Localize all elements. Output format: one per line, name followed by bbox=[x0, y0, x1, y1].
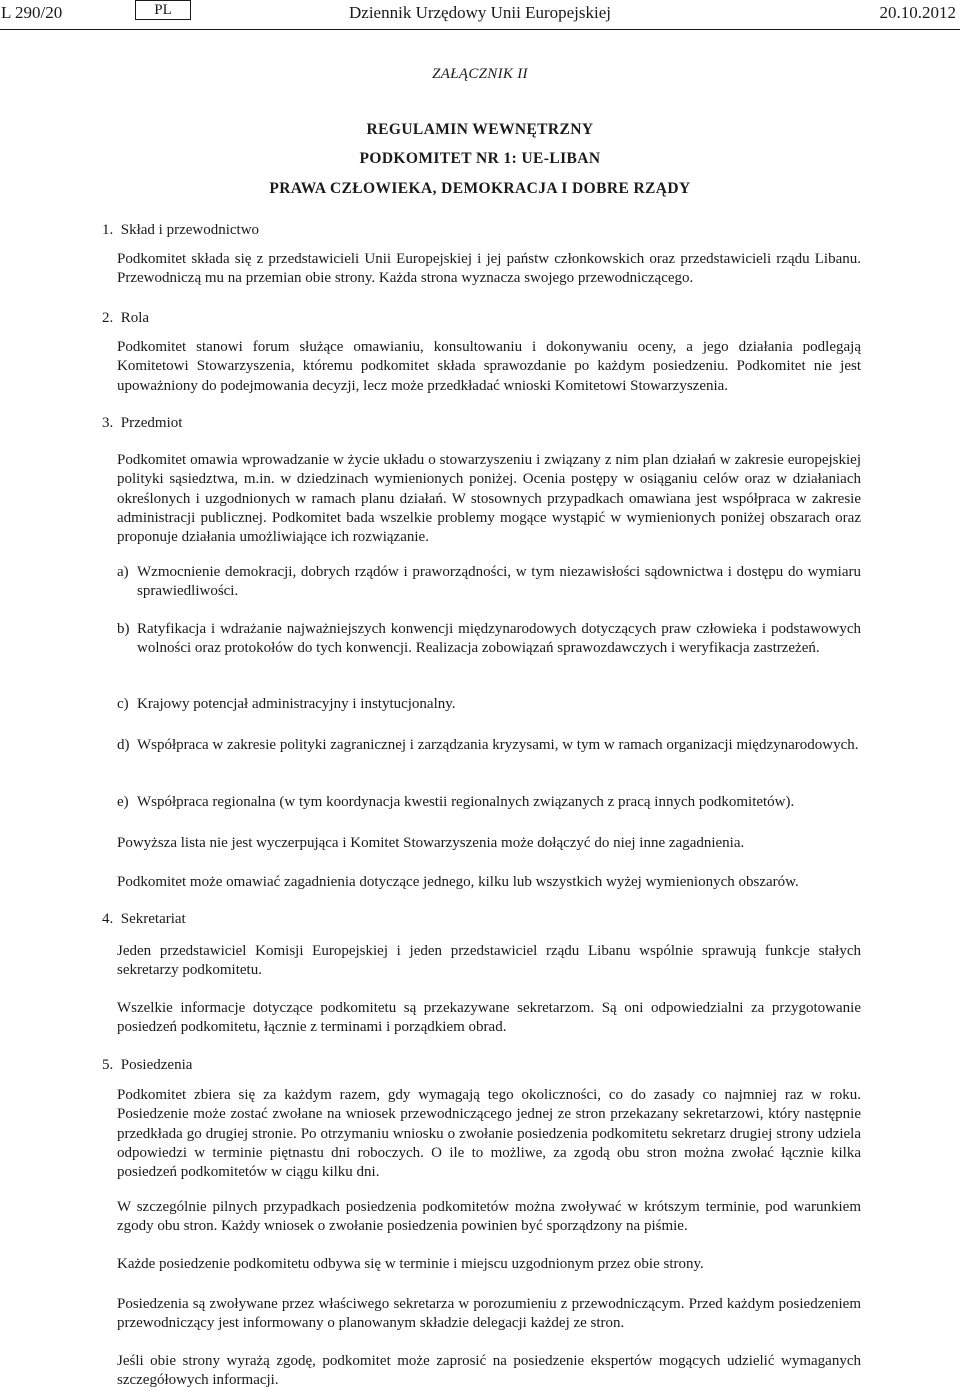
section-heading bbox=[102, 310, 149, 327]
paragraph: Każde posiedzenie podkomitetu odbywa się w terminie i miejscu uzgodnionym przez obie strony. bbox=[117, 1256, 704, 1272]
paragraph: Podkomitet omawia wprowadzanie w życie układu o stowarzyszeniu i związany z nim plan działań w zakresie europejskiej polityki sąsiedztwa, m.in. w dziedzinach wymienionych poniżej. Ocenia postępy w osiąganiu celów oraz w działaniach określonych i uzgodnionych w ramach planu działań. W stosownych przypadkach omawiana jest współpraca w zakresie administracji publicznej. Podkomitet bada wszelkie problemy mogące wystąpić w wymienionych poniżej obszarach oraz proponuje działania umożliwiające ich rozwiązanie. bbox=[117, 452, 861, 546]
section-title: Rola bbox=[120, 310, 150, 326]
paragraph: W szczególnie pilnych przypadkach posiedzenia podkomitetów można zwoływać w krótszym terminie, pod warunkiem zgody obu stron. Każdy wniosek o zwołanie posiedzenia powinien być sporządzony na piśmie. bbox=[117, 1199, 861, 1235]
page-reference: L 290/20 bbox=[1, 3, 63, 22]
list-marker: a) bbox=[117, 564, 129, 580]
publication-date: 20.10.2012 bbox=[879, 3, 956, 22]
list-item bbox=[117, 563, 861, 602]
paragraph: Podkomitet stanowi forum służące omawianiu, konsultowaniu i dokonywaniu oceny, a jego działania podlegają Komitetowi Stowarzyszenia, któremu podkomitet składa sprawozdanie po każdym posiedzeniu. Podkomitet nie jest upoważniony do podejmowania decyzji, lecz może przedkładać wnioski Komitetowi Stowarzyszenia. bbox=[117, 339, 861, 394]
paragraph: Wszelkie informacje dotyczące podkomitetu są przekazywane sekretarzom. Są oni odpowiedzialni za przygotowanie posiedzeń podkomitetu, łącznie z terminami i porządkiem obrad. bbox=[117, 1000, 861, 1036]
section-number: 4. bbox=[102, 911, 114, 927]
list-marker: d) bbox=[117, 737, 130, 753]
list-text: Krajowy potencjał administracyjny i instytucjonalny. bbox=[137, 696, 456, 712]
list-item bbox=[117, 695, 861, 714]
section-title: Posiedzenia bbox=[120, 1057, 193, 1073]
document-subtitle: PODKOMITET NR 1: UE-LIBAN bbox=[359, 150, 601, 167]
annex-title: ZAŁĄCZNIK II bbox=[432, 66, 528, 82]
paragraph: Jeden przedstawiciel Komisji Europejskiej i jeden przedstawiciel rządu Libanu wspólnie sprawują funkcje stałych sekretarzy podkomitetu. bbox=[117, 943, 861, 979]
section-number: 5. bbox=[102, 1057, 114, 1073]
section-heading bbox=[102, 222, 259, 239]
list-marker: c) bbox=[117, 696, 129, 712]
list-marker: b) bbox=[117, 621, 130, 637]
paragraph: Podkomitet zbiera się za każdym razem, gdy wymagają tego okoliczności, co do zasady co najmniej raz w roku. Posiedzenie może zostać zwołane na wniosek przewodniczącego jednej ze stron przekazany sekretarzowi, który następnie przedkłada go drugiej stronie. Po otrzymaniu wniosku o zwołanie posiedzenia podkomitetu sekretarz drugiej strony udziela odpowiedzi w terminie piętnastu dni roboczych. O ile to możliwe, za zgodą obu stron można zwołać łącznie kilka posiedzeń podkomitetów w ciągu kilku dni. bbox=[117, 1087, 861, 1181]
header-divider bbox=[0, 29, 960, 30]
journal-title: Dziennik Urzędowy Unii Europejskiej bbox=[349, 3, 612, 22]
section-heading bbox=[102, 1057, 192, 1074]
paragraph: Podkomitet składa się z przedstawicieli Unii Europejskiej i jej państw członkowskich oraz przedstawicieli rządu Libanu. Przewodniczą mu na przemian obie strony. Każda strona wyznacza swojego przewodniczącego. bbox=[117, 251, 861, 287]
section-title: Skład i przewodnictwo bbox=[120, 222, 260, 238]
section-heading bbox=[102, 911, 186, 928]
paragraph: Jeśli obie strony wyrażą zgodę, podkomitet może zaprosić na posiedzenie ekspertów mogących udzielić wymaganych szczegółowych informacji. bbox=[117, 1353, 861, 1389]
list-text: Współpraca w zakresie polityki zagranicznej i zarządzania kryzysami, w tym w ramach organizacji międzynarodowych. bbox=[137, 737, 859, 753]
section-title: Sekretariat bbox=[120, 911, 186, 927]
list-item bbox=[117, 620, 861, 659]
paragraph: Podkomitet może omawiać zagadnienia dotyczące jednego, kilku lub wszystkich wyżej wymienionych obszarów. bbox=[117, 874, 799, 890]
page-header bbox=[0, 0, 960, 30]
document-subject: PRAWA CZŁOWIEKA, DEMOKRACJA I DOBRE RZĄDY bbox=[269, 180, 691, 197]
section-number: 1. bbox=[102, 222, 114, 238]
language-code-box: PL bbox=[135, 0, 191, 20]
section-number: 2. bbox=[102, 310, 114, 326]
list-text: Wzmocnienie demokracji, dobrych rządów i praworządności, w tym niezawisłości sądownictwa i dostępu do wymiaru sprawiedliwości. bbox=[137, 564, 861, 600]
list-text: Ratyfikacja i wdrażanie najważniejszych konwencji międzynarodowych dotyczących praw człowieka i podstawowych wolności oraz protokołów do tych konwencji. Realizacja zobowiązań sprawozdawczych i weryfikacja zastrzeżeń. bbox=[137, 621, 861, 657]
document-title: REGULAMIN WEWNĘTRZNY bbox=[366, 121, 594, 138]
section-heading bbox=[102, 415, 182, 432]
section-title: Przedmiot bbox=[120, 415, 183, 431]
list-item bbox=[117, 736, 861, 755]
list-item bbox=[117, 793, 861, 812]
paragraph: Powyższa lista nie jest wyczerpująca i Komitet Stowarzyszenia może dołączyć do niej inne zagadnienia. bbox=[117, 835, 745, 851]
section-number: 3. bbox=[102, 415, 114, 431]
list-marker: e) bbox=[117, 794, 129, 810]
list-text: Współpraca regionalna (w tym koordynacja kwestii regionalnych związanych z pracą innych podkomitetów). bbox=[137, 794, 795, 810]
paragraph: Posiedzenia są zwoływane przez właściwego sekretarza w porozumieniu z przewodniczącym. Przed każdym posiedzeniem przewodniczący jest informowany o planowanym składzie delegacji każdej ze stron. bbox=[117, 1296, 861, 1332]
